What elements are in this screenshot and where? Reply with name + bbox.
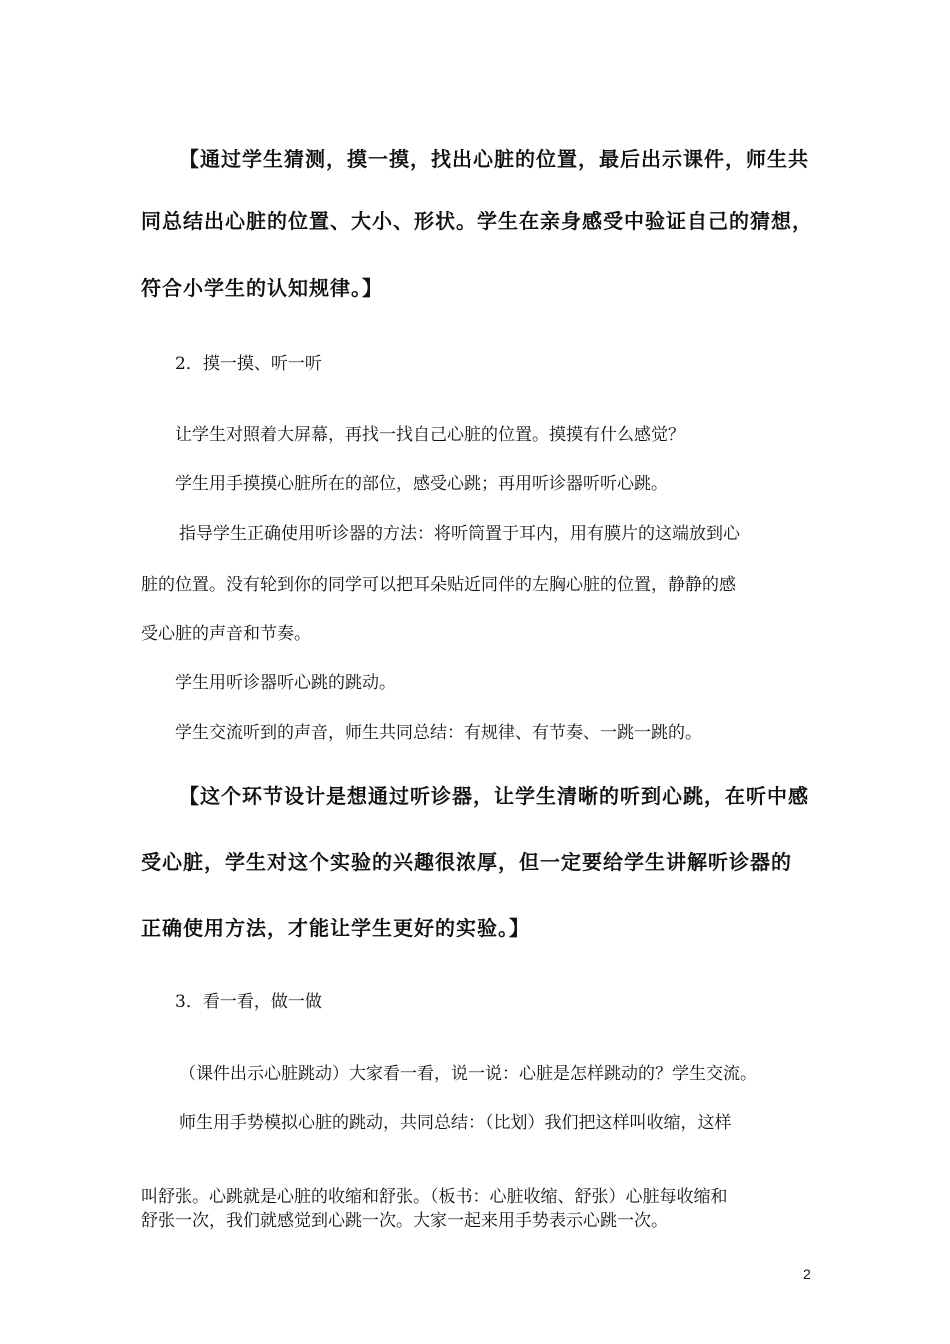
text-paragraph: 学生交流听到的声音，师生共同总结：有规律、有节奏、一跳一跳的。 xyxy=(175,723,702,743)
text-line: 符合小学生的认知规律。】 xyxy=(141,276,383,300)
text-paragraph: （课件出示心脏跳动）大家看一看，说一说：心脏是怎样跳动的？学生交流。 xyxy=(179,1064,757,1084)
text-paragraph: 师生用手势模拟心脏的跳动，共同总结：（比划）我们把这样叫收缩，这样 xyxy=(179,1113,732,1133)
text-line: 【这个环节设计是想通过听诊器，让学生清晰的听到心跳，在听中感 xyxy=(179,784,809,808)
text-line: 指导学生正确使用听诊器的方法：将听筒置于耳内，用有膜片的这端放到心 xyxy=(179,524,740,544)
text-paragraph: 学生用听诊器听心跳的跳动。 xyxy=(175,673,396,693)
section-heading-3: 3．看一看，做一做 xyxy=(175,992,322,1012)
text-line: 受心脏的声音和节奏。 xyxy=(141,624,311,644)
page-number: 2 xyxy=(803,1266,811,1282)
text-line: 叫舒张。心跳就是心脏的收缩和舒张。（板书：心脏收缩、舒张）心脏每收缩和 xyxy=(141,1187,728,1207)
text-line: 舒张一次，我们就感觉到心跳一次。大家一起来用手势表示心跳一次。 xyxy=(141,1211,668,1231)
text-line: 同总结出心脏的位置、大小、形状。学生在亲身感受中验证自己的猜想， xyxy=(141,209,813,233)
text-line: 【通过学生猜测，摸一摸，找出心脏的位置，最后出示课件，师生共 xyxy=(179,147,809,171)
section-heading-2: 2．摸一摸、听一听 xyxy=(175,354,322,374)
text-paragraph: 让学生对照着大屏幕，再找一找自己心脏的位置。摸摸有什么感觉？ xyxy=(175,425,685,445)
text-line: 脏的位置。没有轮到你的同学可以把耳朵贴近同伴的左胸心脏的位置，静静的感 xyxy=(141,575,736,595)
text-line: 正确使用方法，才能让学生更好的实验。】 xyxy=(141,916,530,940)
text-line: 受心脏，学生对这个实验的兴趣很浓厚，但一定要给学生讲解听诊器的 xyxy=(141,850,792,874)
text-paragraph: 学生用手摸摸心脏所在的部位，感受心跳；再用听诊器听听心跳。 xyxy=(175,474,668,494)
